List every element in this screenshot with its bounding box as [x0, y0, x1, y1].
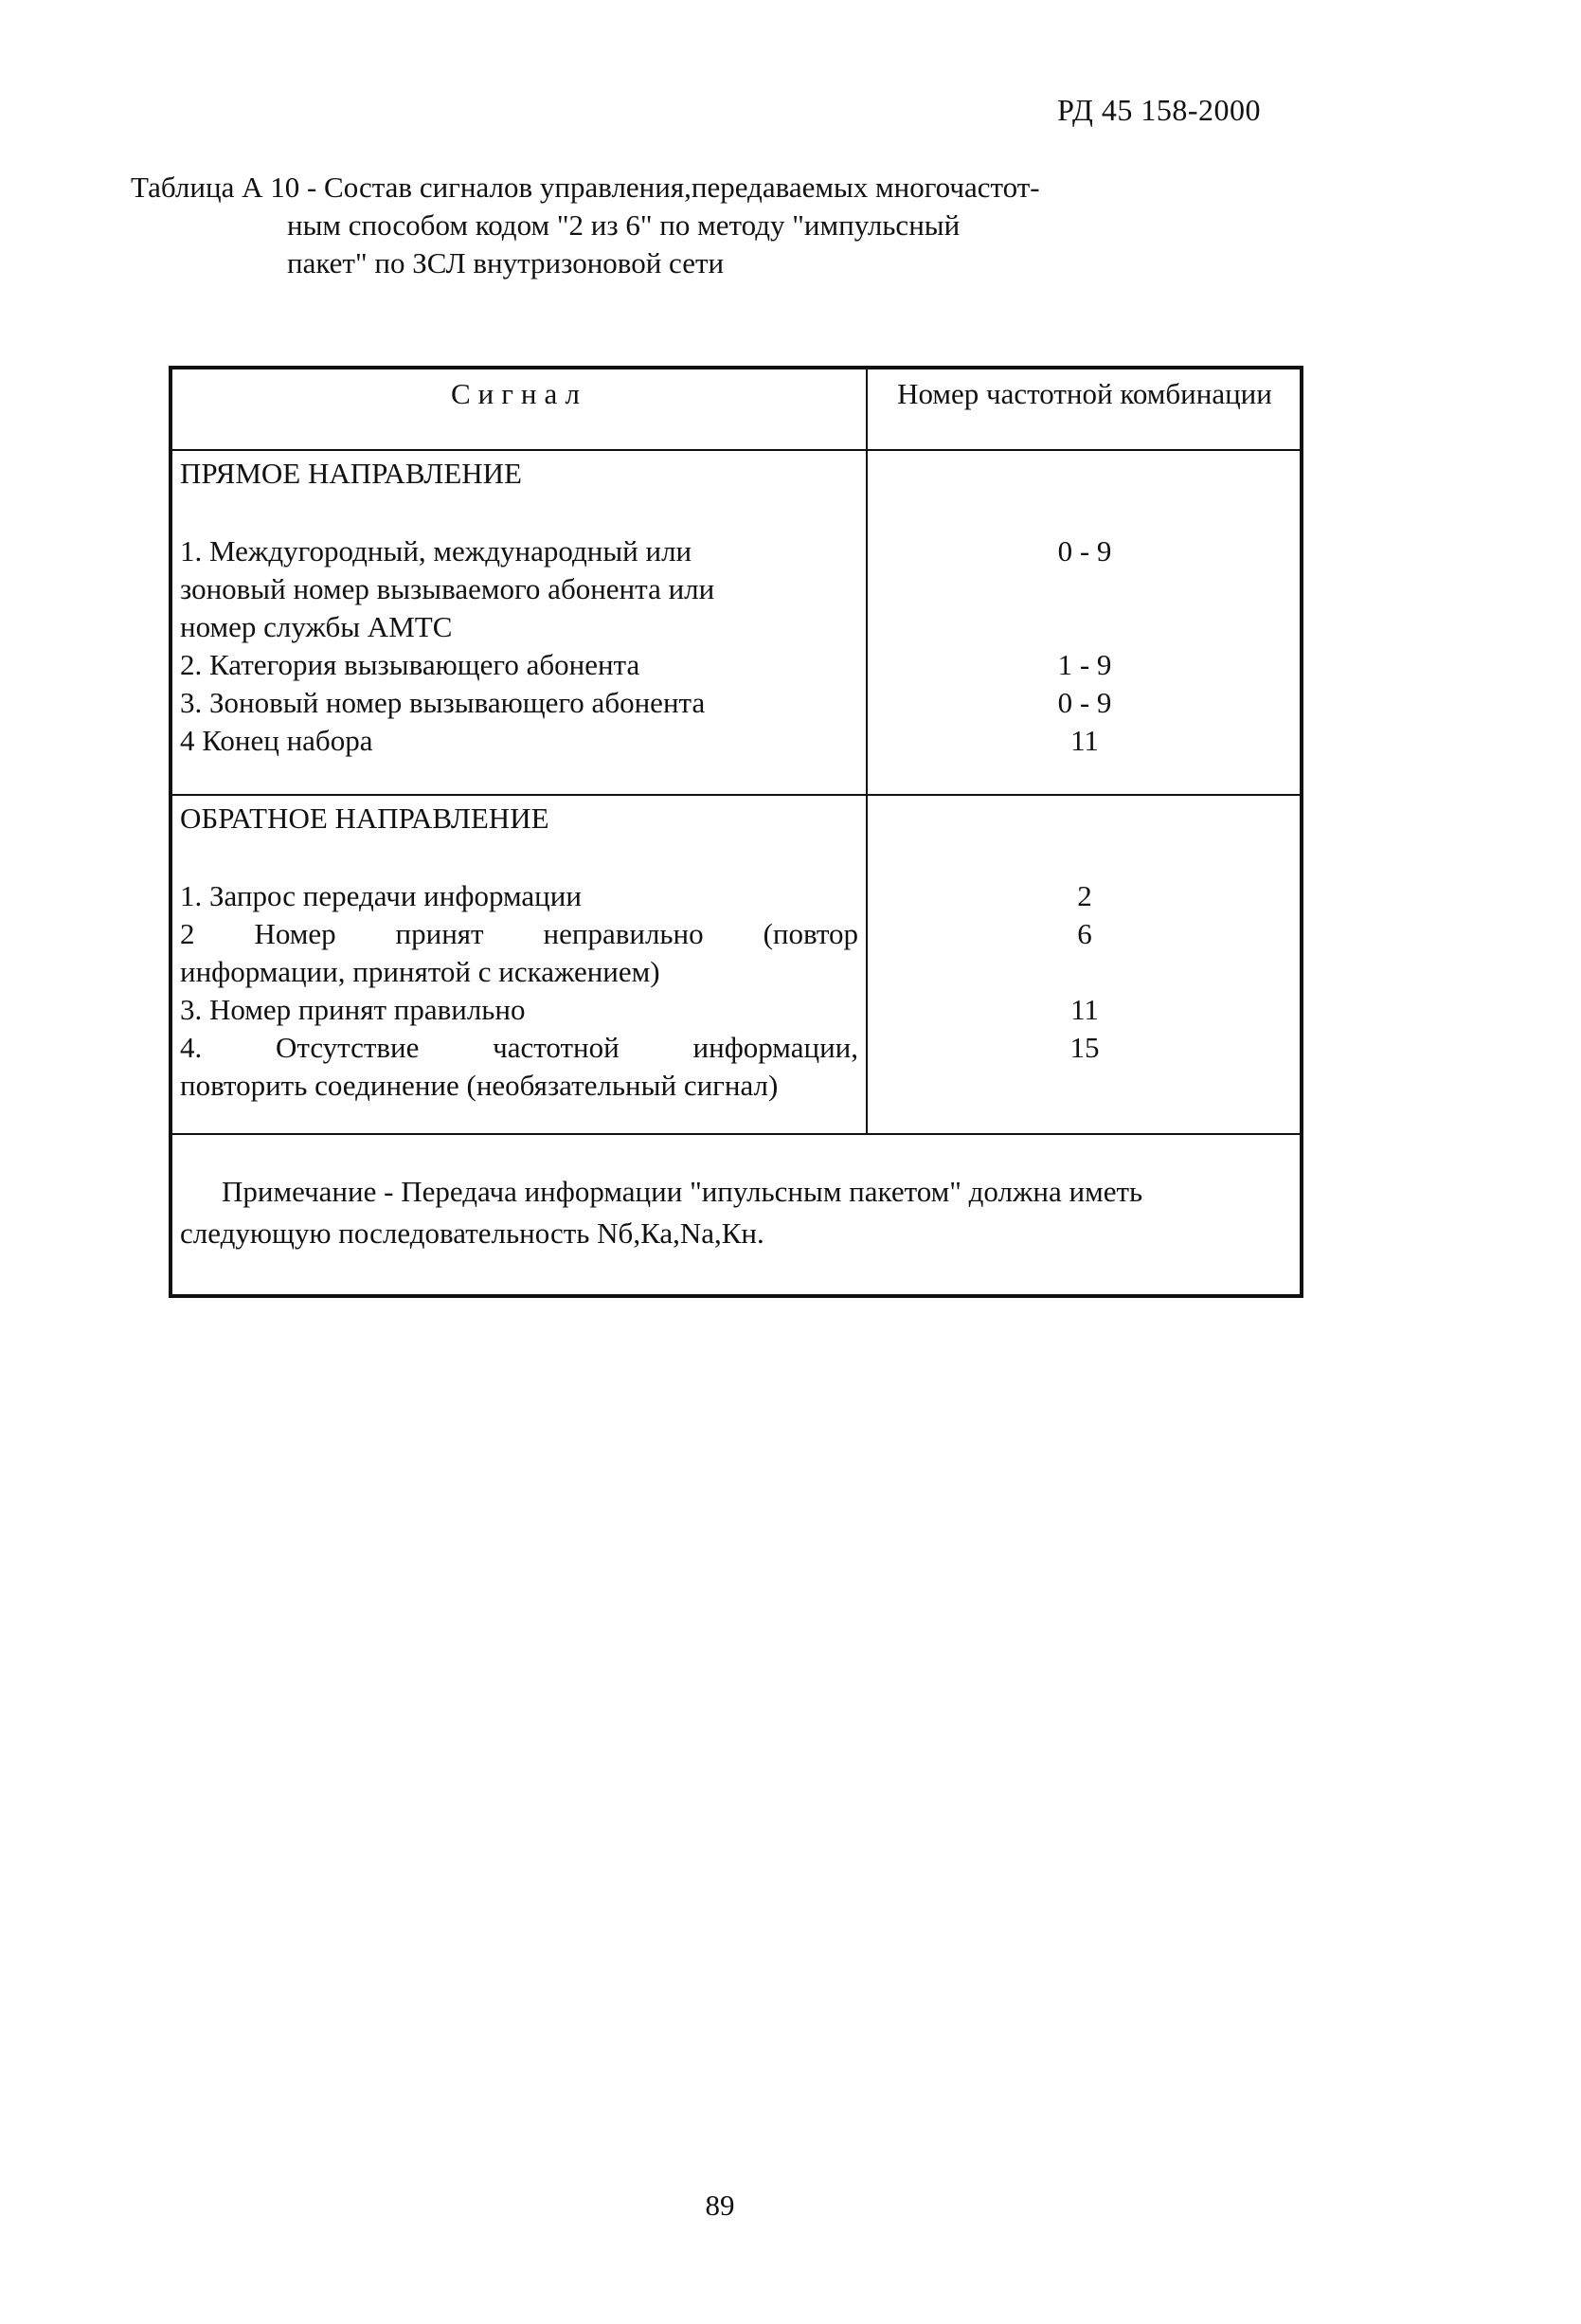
note-line-1: Примечание - Передача информации "ипульсным пакетом" должна иметь	[222, 1175, 1143, 1208]
backward-row-3: 3. Номер принят правильно	[180, 993, 526, 1026]
backward-row-1: 1. Запрос передачи информации	[180, 879, 582, 912]
forward-row-1-value: 0 - 9	[1057, 534, 1112, 567]
backward-row-4-value: 15	[1069, 1031, 1100, 1064]
section-divider	[172, 794, 1300, 796]
forward-row-3: 3. Зоновый номер вызывающего абонента	[180, 686, 706, 719]
header-signal: Сигнал	[450, 377, 588, 410]
backward-row-4-line-2: повторить соединение (необязательный сигнал)	[180, 1069, 779, 1102]
backward-row-1-value: 2	[1077, 879, 1092, 912]
caption-line-1: Таблица А 10 - Состав сигналов управления,передаваемых многочастот-	[131, 171, 1040, 204]
caption-line-3: пакет" по ЗСЛ внутризоновой сети	[287, 246, 725, 279]
backward-row-2-value: 6	[1077, 917, 1092, 950]
table-note	[180, 1171, 1298, 1254]
forward-row-4: 4 Конец набора	[180, 724, 373, 757]
forward-row-4-value: 11	[1070, 724, 1099, 757]
table-caption	[131, 169, 1249, 282]
column-divider	[866, 369, 868, 1135]
forward-row-2-value: 1 - 9	[1057, 648, 1112, 681]
backward-direction-title: ОБРАТНОЕ НАПРАВЛЕНИЕ	[180, 802, 549, 835]
backward-row-2-line-1: 2 Номер принят неправильно (повтор	[180, 917, 858, 950]
note-divider	[172, 1133, 1300, 1135]
forward-direction-title: ПРЯМОЕ НАПРАВЛЕНИЕ	[180, 457, 522, 490]
document-code: РД 45 158-2000	[1057, 93, 1261, 127]
forward-row-1-line-2: зоновый номер вызываемого абонента или	[180, 572, 715, 605]
backward-row-4-line-1: 4. Отсутствие частотной информации,	[180, 1031, 858, 1064]
backward-row-2-line-2: информации, принятой с искажением)	[180, 955, 660, 988]
forward-row-3-value: 0 - 9	[1057, 686, 1112, 719]
signals-table	[169, 366, 1303, 1298]
page-number: 89	[705, 2189, 735, 2222]
forward-row-2: 2. Категория вызывающего абонента	[180, 648, 640, 681]
header-combination-number: Номер частотной комбинации	[897, 377, 1272, 410]
forward-row-1-line-3: номер службы АМТС	[180, 610, 453, 643]
backward-row-3-value: 11	[1070, 993, 1099, 1026]
forward-row-1-line-1: 1. Междугородный, международный или	[180, 534, 692, 567]
header-divider	[172, 449, 1300, 451]
caption-line-2: ным способом кодом "2 из 6" по методу "импульсный	[287, 208, 961, 242]
note-line-2: следующую последовательность Nб,Ка,Nа,Кн.	[180, 1216, 764, 1250]
